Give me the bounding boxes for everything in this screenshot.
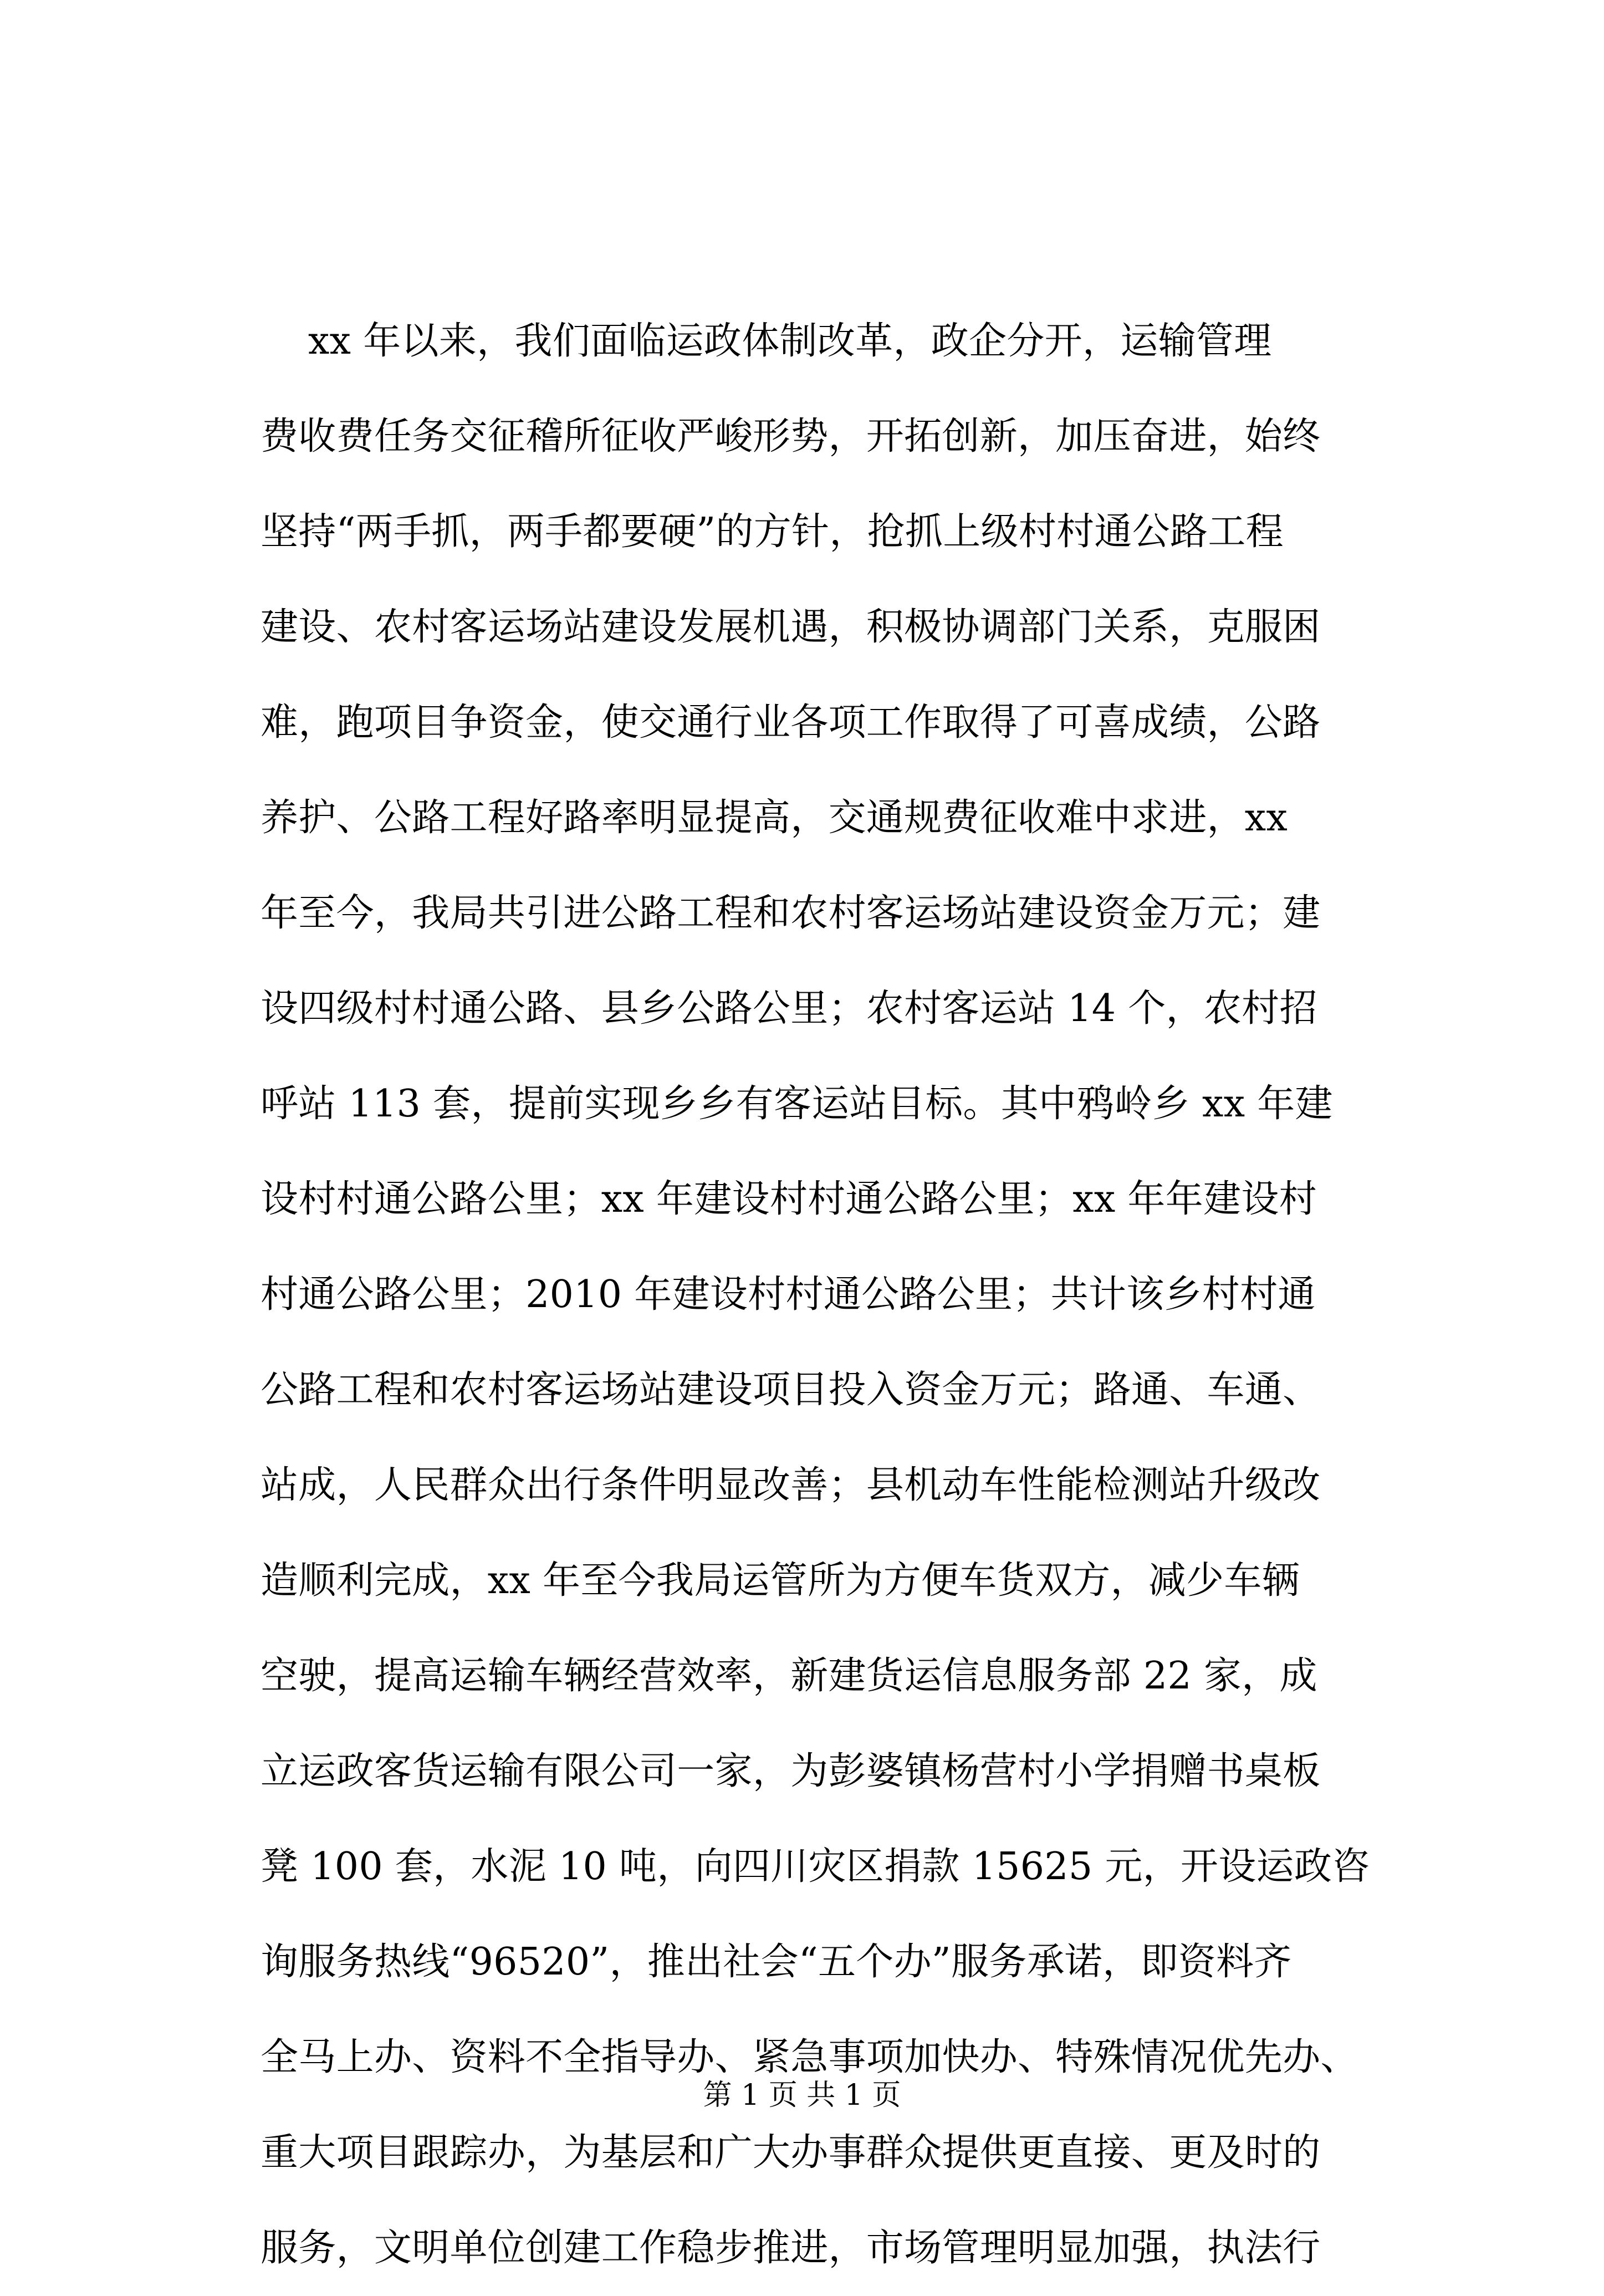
text-line: xx 年以来，我们面临运政体制改革，政企分开，运输管理 — [308, 319, 1272, 363]
text-line: 公路工程和农村客运场站建设项目投入资金万元；路通、车通、 — [260, 1368, 1321, 1412]
page-indicator: 第 1 页 共 1 页 — [703, 2079, 901, 2112]
text-line: 年至今，我局共引进公路工程和农村客运场站建设资金万元；建 — [260, 891, 1321, 935]
text-line: 村通公路公里；2010 年建设村村通公路公里；共计该乡村村通 — [260, 1273, 1316, 1317]
text-line: 设村村通公路公里；xx 年建设村村通公路公里；xx 年年建设村 — [260, 1177, 1317, 1221]
text-line: 难，跑项目争资金，使交通行业各项工作取得了可喜成绩，公路 — [260, 701, 1321, 744]
text-line: 呼站 113 套，提前实现乡乡有客运站目标。其中鸦岭乡 xx 年建 — [260, 1082, 1333, 1126]
text-line: 费收费任务交征稽所征收严峻形势，开拓创新，加压奋进，始终 — [260, 415, 1321, 458]
text-line: 空驶，提高运输车辆经营效率，新建货运信息服务部 22 家，成 — [260, 1654, 1317, 1698]
text-line: 造顺利完成，xx 年至今我局运管所为方便车货双方，减少车辆 — [260, 1559, 1300, 1603]
text-line: 全马上办、资料不全指导办、紧急事项加快办、特殊情况优先办、 — [260, 2035, 1358, 2079]
text-line: 坚持“两手抓，两手都要硬”的方针，抢抓上级村村通公路工程 — [260, 510, 1284, 554]
text-line: 立运政客货运输有限公司一家，为彭婆镇杨营村小学捐赠书桌板 — [260, 1749, 1321, 1793]
text-line: 凳 100 套，水泥 10 吨，向四川灾区捐款 15625 元，开设运政咨 — [260, 1845, 1370, 1889]
page-footer — [0, 2076, 1604, 2115]
text-line: 服务，文明单位创建工作稳步推进，市场管理明显加强，执法行 — [260, 2226, 1321, 2270]
body-paragraph — [260, 294, 1402, 2296]
text-line: 重大项目跟踪办，为基层和广大办事群众提供更直接、更及时的 — [260, 2131, 1321, 2175]
text-line: 设四级村村通公路、县乡公路公里；农村客运站 14 个，农村招 — [260, 987, 1317, 1030]
text-line: 站成，人民群众出行条件明显改善；县机动车性能检测站升级改 — [260, 1463, 1321, 1507]
text-line: 养护、公路工程好路率明显提高，交通规费征收难中求进，xx — [260, 796, 1288, 840]
text-line: 建设、农村客运场站建设发展机遇，积极协调部门关系，克服困 — [260, 605, 1321, 649]
text-line: 询服务热线“96520”，推出社会“五个办”服务承诺，即资料齐 — [260, 1940, 1292, 1984]
